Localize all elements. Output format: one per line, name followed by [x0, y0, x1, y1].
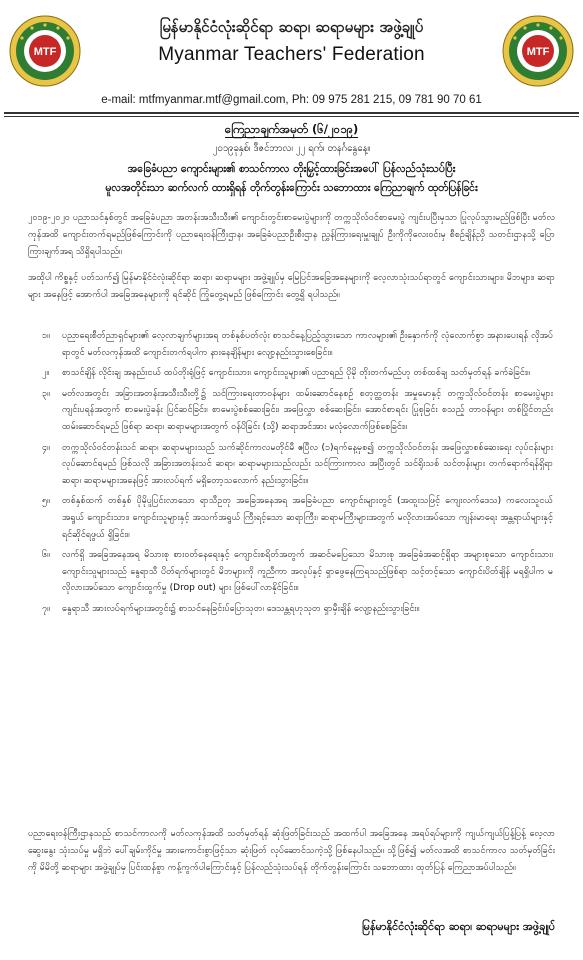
item-text: တက္ကသိုလ်ဝင်တန်းသင် ဆရာ၊ ဆရာမများသည် သက်ဆိုင်ကာလမတိုင်မီ ဧပြီလ (၁)ရက်နေ့မှစ၍ တက္ကသိုလ်ဝင်တန်း အဖြေလွှာစစ်ဆေးရေး လုပ်ငန်းများ လုပ်ဆောင်ရမည် ဖြစ်သလို အခြားအတန်းသင် ဆရာ၊ ဆရာမများသည်လည်း သင်ကြားကာလ အပြီးတွင် သင်ရိုးသစ် သင်တန်းများ တက်ရောက်ရန်ရှိရာ ဆရာ၊ ဆရာမများအနေဖြင့် အားလပ်ရက် မရှိတော့သလောက် နည်းသွားခြင်း။	[62, 442, 553, 486]
statement-title	[0, 122, 583, 139]
item-number: ၄။	[42, 442, 50, 453]
list-item	[28, 601, 553, 618]
list-item	[28, 365, 553, 382]
subject-line-2: မူလအတိုင်းသာ ဆက်လက် ထားရှိရန် တိုက်တွန်းကြောင်း သဘောထား ကြေညာချက် ထုတ်ပြန်ခြင်း	[105, 182, 478, 194]
item-text: လက်ရှိ အခြေအနေအရ မိသားစု စားဝတ်နေရေးနှင့် ကျောင်းစရိတ်အတွက် အဆင်မပြေသော မိသားစု အခြေခံအဆင့်ရှိရာ အများစုသော ကျောင်းသား၊ ကျောင်းသူများသည် နွေရာသီ ပိတ်ရက်များတွင် မိဘများကို ကူညီကာ အလုပ်နှင့် ရှာဖွေနေကြရသည်ဖြစ်ရာ သင့်တင့်သော ကျောင်းပိတ်ချိန် မရရှိပါက မလိုလားအပ်သော ကျောင်းထွက်မှု (Drop out) များ ဖြစ်ပေါ်လာနိုင်ခြင်း။	[62, 550, 554, 594]
statement-subject	[40, 160, 543, 198]
statement-title-text: ကြေညာချက်အမှတ် (၆/၂၀၁၉)	[224, 122, 359, 136]
item-number: ၇။	[42, 603, 50, 614]
header-divider	[4, 112, 579, 114]
logo-text: MTF	[33, 46, 57, 58]
org-name-burmese: မြန်မာနိုင်ငံလုံးဆိုင်ရာ ဆရာ၊ ဆရာမများ အဖွဲ့ချုပ်	[159, 18, 424, 36]
logo-text: MTF	[526, 46, 550, 58]
subject-line-1: အခြေခံပညာ ကျောင်းများ၏ စာသင်ကာလ တိုးမြှင့်ထားခြင်းအပေါ် ပြန်လည်သုံးသပ်ပြီး	[127, 163, 456, 175]
mtf-logo-left	[8, 14, 82, 88]
contact-line: e-mail: mtfmyanmar.mtf@gmail.com, Ph: 09 975 281 215, 09 781 90 70 61	[101, 94, 482, 106]
item-number: ၃။	[42, 388, 50, 399]
item-number: ၅။	[42, 496, 50, 507]
paragraph-intro: ၂၀၁၉-၂၀၂၀ ပညာသင်နှစ်တွင် အခြေခံပညာ အတန်းအသီးသီး၏ ကျောင်းတွင်းစာမေးပွဲများကို တက္ကသိုလ်ဝင်စာမေးပွဲ ကျင်းပပြီးမှသာ ပြုလုပ်သွားမည်ဖြစ်ပြီး မတ်လကုန်အထိ ကျောင်းတက်ရမည်ဖြစ်ကြောင်းကို ပညာရေးဝန်ကြီးဌာန၊ အခြေခံပညာဦးစီးဌာန ညွှန်ကြားရေးမှူးချုပ် ဦးကိုကိုလေးဝင်းမှ စီစဉ်ချိန်ညှိ သတင်းဌာနသို့ ပြောကြားချက်အရ သိရှိရပါသည်။	[28, 213, 555, 257]
letterhead	[90, 16, 493, 66]
item-number: ၆။	[42, 550, 50, 561]
list-item	[28, 493, 553, 543]
item-text: ပညာရေးစီတ်ညာရှင်များ၏ လေ့လာချက်များအရ တစ်နှစ်ပတ်လုံး စာသင်နေ့ပြည့်သွားသော ကာလများ၏ ဦးနှောက်ကို လုံလောက်စွာ အနားပေးရန် လိုအပ်ရာတွင် မတ်လကုန်အထိ ကျောင်းတက်ရပါက နားနေချိန်များ လျော့နည်းသွားစေခြင်း။	[62, 331, 553, 358]
item-text: နွေရာသီ အားလပ်ရက်များအတွင်း၌ စာသင်နေခြင်းပ်ပြောသုတ၊ ဒေသန္တရဟုသုတ ရှာမှီးချိန် လျော့နည်းသွားခြင်း။	[62, 603, 420, 614]
item-number: ၂။	[42, 368, 50, 379]
list-item	[28, 328, 553, 361]
list-item	[28, 547, 553, 597]
paragraph-conclusion: ပညာရေးဝန်ကြီးဌာနသည် စာသင်ကာလကို မတ်လကုန်အထိ သတ်မှတ်ရန် ဆုံးဖြတ်ခြင်းသည် အထက်ပါ အခြေအနေ အရပ်ရပ်များကို ကျယ်ကျယ်ပြန့်ပြန့် လေ့လာဆွေးနွေး သုံးသပ်မှု မရှိဘဲ ပေါ်ချမ်းကိုင်မှု အားကောင်းစွာဖြင့်သာ ဆုံးဖြတ် လုပ်ဆောင်သကဲ့သို့ ဖြစ်နေပါသည်။ သို့ဖြစ်၍ မတ်လအထိ စာသင်ကာလ သတ်မှတ်ခြင်းကို မိမိတို့ ဆရာများ အဖွဲ့ချုပ်မှ ပြင်းထန်စွာ ကန့်ကွက်ပါကြောင်းနှင့် ပြန်လည်သုံးသပ်ရန် တိုက်တွန်းကြောင်း သဘောထား ထုတ်ပြန် ကြေညာအပ်ပါသည်။	[28, 829, 555, 873]
issues-list	[28, 328, 553, 618]
list-item	[28, 440, 553, 490]
list-item	[28, 386, 553, 436]
paragraph-findings: အထိုပါ ကိစ္စနှင့် ပတ်သက်၍ မြန်မာနိုင်ငံလုံးဆိုင်ရာ ဆရာ၊ ဆရာမများ အဖွဲ့ချုပ်မှ မြေပြင်အခြေအနေများကို လေ့လာသုံးသပ်ရာတွင် ကျောင်းသားများ၊ မိဘများ၊ ဆရာများ အနေဖြင့် အောက်ပါ အခြေအနေများကို ရင်ဆိုင် ကြုံတွေ့ရမည် ဖြစ်ကြောင်း တွေ့ရှိ ရပါသည်။	[28, 273, 555, 300]
item-text: မတ်လအတွင်း အခြားအတန်းအသီးသီးတို့၌ သင်ကြားရေးတာဝန်များ ထမ်းဆောင်နေစဉ် စတုတ္ထတန်း အမှုမောနှင့် တက္ကသိုလ်ဝင်တန်း စာမေးပွဲများ ကျင်းပရန်အတွက် စာမေးပွဲခန်း ပြင်ဆင်ခြင်း၊ စာမေးပွဲစစ်ဆေးခြင်း၊ အဖြေလွှာ စစ်ဆေးခြင်း၊ အောင်စာရင်း ပြုစုခြင်း စသည့် တာဝန်များ တစ်ပြိုင်တည်း ထမ်းဆောင်ရမည် ဖြစ်ရာ ဆရာ၊ ဆရာမများအတွက် ဝန်ပိခြင်း (သို့) ဆရာအင်အား မလုံလောက်ဖြစ်စေခြင်း။	[62, 388, 553, 432]
item-text: တစ်နှစ်ထက် တစ်နှစ် ပိုမိုပူပြင်းလာသော ရာသီဥတု အခြေအနေအရ အခြေခံပညာ ကျောင်းများတွင် (အထူးသဖြင့် ကျေးလက်ဒေသ) ကလေးသူငယ်အရွယ် ကျောင်းသား၊ ကျောင်းသူများနှင့် အသက်အရွယ် ကြီးရင့်သော ဆရာကြီး၊ ဆရာမကြီးများအတွက် မလိုလားအပ်သော ကျန်းမာရေး အန္တရာယ်များနှင့် ရင်ဆိုင်ရဖွယ် ရှိခြင်း။	[62, 496, 553, 540]
signature-block: မြန်မာနိုင်ငံလုံးဆိုင်ရာ ဆရာ၊ ဆရာမများ အဖွဲ့ချုပ်	[361, 920, 555, 933]
org-name-english: Myanmar Teachers' Federation	[158, 44, 425, 65]
mtf-logo-right	[501, 14, 575, 88]
item-number: ၁။	[42, 331, 50, 341]
item-text: စာသင်ချိန် လိုင်းချ အနည်းငယ် ထပ်တိုးရုံဖြင့် ကျောင်းသား၊ ကျောင်းသူများ၏ ပညာရည် ပိုမို တိုးတက်မည်ဟု တစ်ထစ်ချ သတ်မှတ်ရန် ခက်ခဲခြင်း။	[62, 368, 530, 379]
statement-date: ၂၀၁၉ခုနှစ်၊ ဒီဇင်ဘာလ၊ ၂၂ ရက်၊ တနင်္ဂနွေနေ့။	[212, 143, 371, 154]
header-divider-thin	[4, 116, 579, 117]
